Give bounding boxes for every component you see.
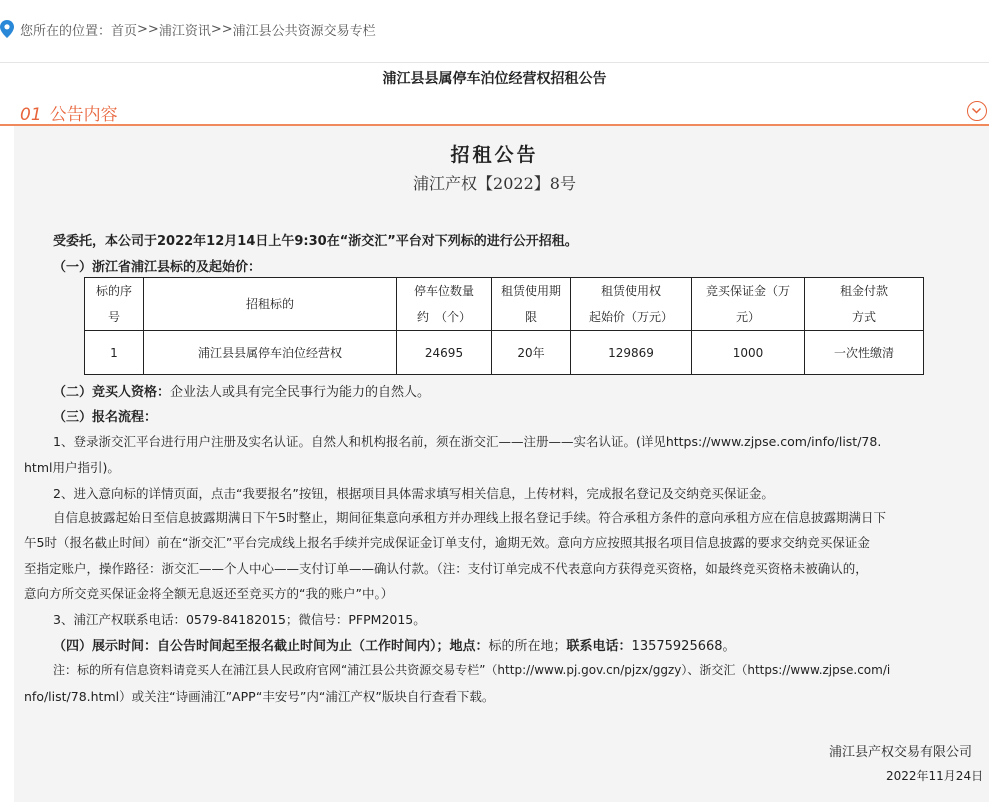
intro-text: 受委托，本公司于2022年12月14日上午9:30在“浙交汇”平台对下列标的进行公开招租。 xyxy=(53,234,578,249)
table-cell: 20年 xyxy=(492,331,571,375)
subsection-2: （二）竞买人资格：企业法人或具有完全民事行为能力的自然人。 xyxy=(53,385,431,400)
note-cont: nfo/list/78.html）或关注“诗画浦江”APP“丰安号”内“浦江产权”版块自行查看下载。 xyxy=(24,689,495,704)
breadcrumb xyxy=(0,18,376,40)
step-1: 1、登录浙交汇平台进行用户注册及实名认证。自然人和机构报名前，须在浙交汇——注册——实名认证。(详见https://www.zjpse.com/info/list/78. xyxy=(53,434,882,449)
breadcrumb-prefix: 您所在的位置： xyxy=(20,23,112,39)
table-cell: 浦江县县属停车泊位经营权 xyxy=(144,331,397,375)
table-header-cell: 租赁使用权 起始价（万元） xyxy=(571,278,692,331)
table-cell: 129869 xyxy=(571,331,692,375)
breadcrumb-section-link[interactable]: 浦江县公共资源交易专栏 xyxy=(232,23,376,39)
section-label xyxy=(20,100,118,125)
table-header-cell: 租赁使用期 限 xyxy=(492,278,571,331)
table-cell: 1000 xyxy=(692,331,805,375)
section-number: 01 xyxy=(20,105,42,125)
chevron-down-icon xyxy=(968,102,985,119)
section-header xyxy=(0,96,989,126)
procedure-paragraph: 至指定账户，操作路径：浙交汇——个人中心——支付订单——确认付款。（注：支付订单完成不代表意向方获得竞买资格，如最终竞买资格未被确认的， xyxy=(24,561,868,576)
procedure-paragraph: 午5时（报名截止时间）前在“浙交汇”平台完成线上报名手续并完成保证金订单支付，逾期无效。意向方应按照其报名项目信息披露的要求交纳竞买保证金 xyxy=(24,535,870,550)
table-header-cell: 竞买保证金（万 元） xyxy=(692,278,805,331)
table-cell: 一次性缴清 xyxy=(805,331,924,375)
bid-table xyxy=(84,277,924,375)
collapse-toggle-button[interactable] xyxy=(967,101,987,121)
table-cell: 24695 xyxy=(397,331,492,375)
map-pin-icon xyxy=(0,20,14,38)
table-header-cell: 标的序 号 xyxy=(85,278,144,331)
doc-reference: 浦江产权【2022】8号 xyxy=(413,174,576,193)
subsection-1: （一）浙江省浦江县标的及起始价： xyxy=(53,260,262,275)
table-header-cell: 停车位数量 约 （个） xyxy=(397,278,492,331)
note: 注：标的所有信息资料请竞买人在浦江县人民政府官网“浦江县公共资源交易专栏”（http://www.pj.gov.cn/pjzx/ggzy）、浙交汇（https://www.zjpse.com/i xyxy=(53,663,891,677)
breadcrumb-separator: >> xyxy=(137,21,159,37)
table-header-cell: 租金付款 方式 xyxy=(805,278,924,331)
table-row xyxy=(85,331,924,375)
section-title: 公告内容 xyxy=(49,105,118,125)
breadcrumb-home-link[interactable]: 首页 xyxy=(111,23,138,39)
divider xyxy=(0,62,989,63)
procedure-paragraph: 意向方所交竞买保证金将全额无息返还至竞买方的“我的账户”中。） xyxy=(24,586,394,601)
procedure-paragraph: 自信息披露起始日至信息披露期满日下午5时整止，期间征集意向承租方并办理线上报名登记手续。符合承租方条件的意向承租方应在信息披露期满日下 xyxy=(53,510,886,525)
article-title: 浦江县县属停车泊位经营权招租公告 xyxy=(382,71,607,87)
table-cell: 1 xyxy=(85,331,144,375)
step-3-contact: 3、浦江产权联系电话：0579-84182015；微信号：PFPM2015。 xyxy=(53,612,426,627)
company-name: 浦江县产权交易有限公司 xyxy=(829,745,973,760)
doc-heading: 招租公告 xyxy=(450,144,539,166)
subsection-4: （四）展示时间：自公告时间起至报名截止时间为止（工作时间内）；地点：标的所在地；联系电话：13575925668。 xyxy=(53,639,736,654)
publish-date: 2022年11月24日 xyxy=(886,769,984,783)
breadcrumb-separator: >> xyxy=(210,21,233,37)
subsection-3: （三）报名流程： xyxy=(53,410,158,425)
breadcrumb-news-link[interactable]: 浦江资讯 xyxy=(158,23,211,39)
table-header-row xyxy=(85,278,924,331)
step-2: 2、进入意向标的详情页面，点击“我要报名”按钮，根据项目具体需求填写相关信息，上传材料，完成报名登记及交纳竞买保证金。 xyxy=(53,486,774,501)
step-1-cont: html用户指引)。 xyxy=(24,460,120,475)
table-header-cell: 招租标的 xyxy=(144,278,397,331)
